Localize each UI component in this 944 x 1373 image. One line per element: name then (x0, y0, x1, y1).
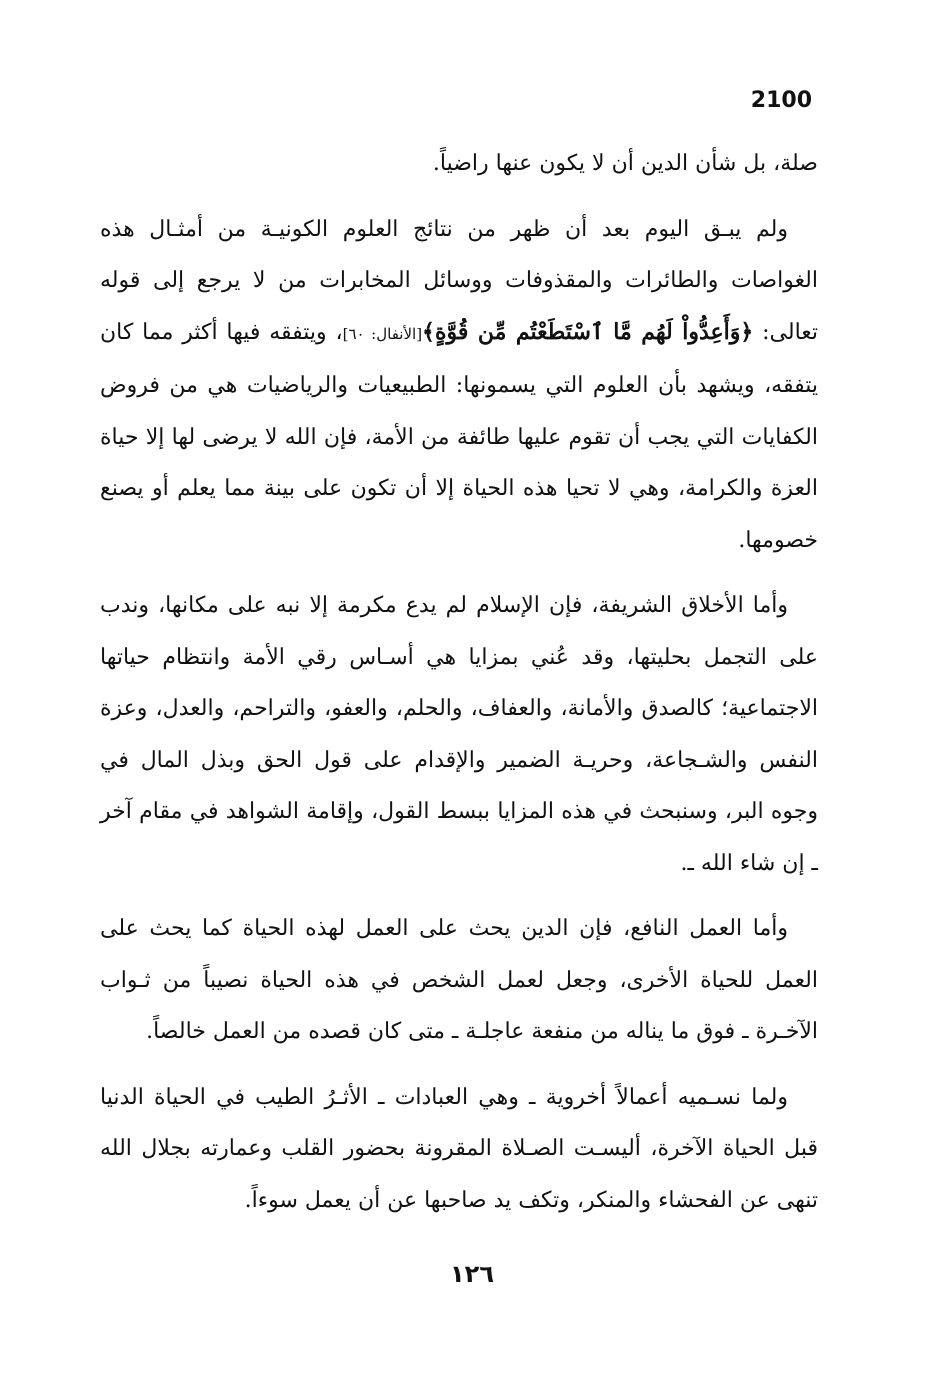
paragraph-2-before-verse: ولم يبـق اليوم بعد أن ظهر من نتائج العلوم الكونيـة من أمثـال هذه الغواصات والطائرات والمقذوفات ووسائل المخابرات من لا يرجع إلى قوله تعالى: (100, 216, 819, 345)
paragraph-2 (100, 204, 818, 567)
main-text (100, 138, 818, 1240)
paragraph-1: صلة، بل شأن الدين أن لا يكون عنها راضياً. (432, 151, 818, 176)
paragraph-2-after-verse: ، ويتفقه فيها أكثر مما كان يتفقه، ويشهد بأن العلوم التي يسمونها: الطبيعيات والرياضيات هي من فروض الكفايات التي يجب أن تقوم عليها طائفة من الأمة، فإن الله لا يرضى لها إلا حياة العزة والكرامة، وهي لا تحيا هذه الحياة إلا أن تكون على بينة مما يعلم أو يصنع خصومها. (100, 319, 818, 553)
paragraph-3: وأما الأخلاق الشريفة، فإن الإسلام لم يدع مكرمة إلا نبه على مكانها، وندب على التجمل بحليتها، وقد عُني بمزايا هي أسـاس رقي الأمة وانتظام حياتها الاجتماعية؛ كالصدق والأمانة، والعفاف، والحلم، والعفو، والتراحم، والعدل، وعزة النفس والشـجاعة، وحريـة الضمير والإقدام على قول الحق وبذل المال في وجوه البر، وسنبحث في هذه المزايا ببسط القول، وإقامة الشواهد في مقام آخر ـ إن شاء الله ـ. (100, 593, 818, 876)
verse-citation: [الأنفال: ٦٠] (342, 324, 423, 343)
footer-page-number: ١٢٦ (450, 1260, 494, 1288)
quran-verse: ﴿وَأَعِدُّواْ لَهُم مَّا ٱسْتَطَعْتُم مِّن قُوَّةٍ﴾ (422, 318, 754, 345)
paragraph-5: ولما نسـميه أعمالاً أخروية ـ وهي العبادات ـ الأثـرُ الطيب في الحياة الدنيا قبل الحياة الآخرة، أليسـت الصـلاة المقرونة بحضور القلب وعمارته بجلال الله تنهى عن الفحشاء والمنكر، وتكف يد صاحبها عن أن يعمل سوءاً. (100, 1084, 818, 1213)
paragraph-4: وأما العمل النافع، فإن الدين يحث على العمل لهذه الحياة كما يحث على العمل للحياة الأخرى، وجعل لعمل الشخص في هذه الحياة نصيباً من ثـواب الآخـرة ـ فوق ما يناله من منفعة عاجلـة ـ متى كان قصده من العمل خالصاً. (100, 916, 818, 1044)
header-page-code: 2100 (750, 88, 812, 113)
